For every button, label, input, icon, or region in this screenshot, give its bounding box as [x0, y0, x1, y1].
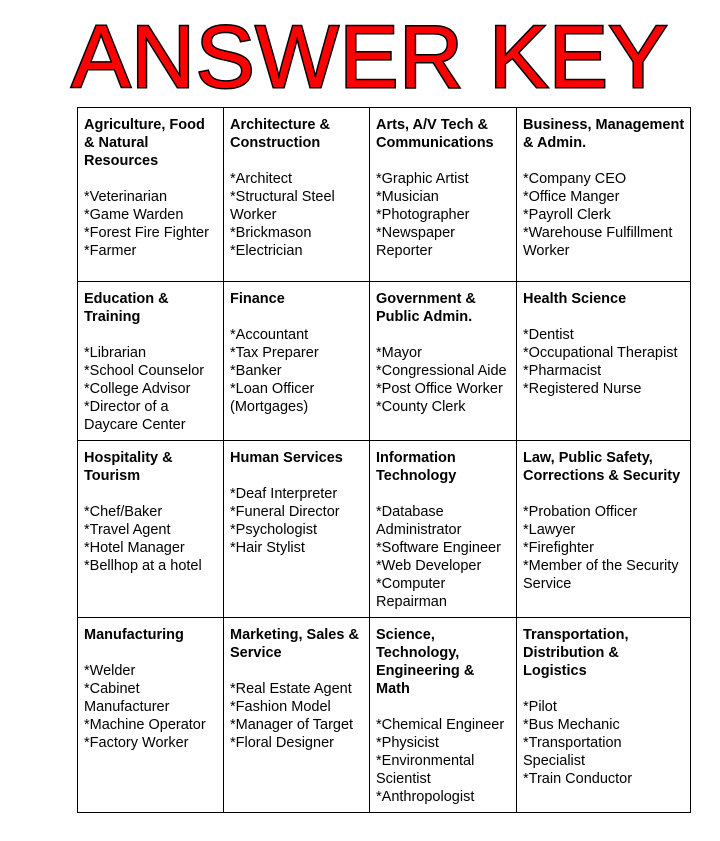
- job-item: *Travel Agent: [84, 522, 171, 538]
- cluster-cell: [517, 618, 691, 813]
- cluster-name: Hospitality & Tourism: [84, 450, 173, 484]
- job-item: *Office Manger: [523, 189, 620, 205]
- job-item: *Photographer: [376, 207, 470, 223]
- job-item: *Web Developer: [376, 558, 482, 574]
- answer-key-table: [77, 107, 691, 813]
- job-item: *Chemical Engineer: [376, 717, 505, 733]
- job-item: *Banker: [230, 363, 282, 379]
- cluster-cell: [370, 618, 517, 813]
- cluster-cell: [224, 441, 370, 618]
- job-item: *Psychologist: [230, 522, 318, 538]
- job-item: *Deaf Interpreter: [230, 486, 338, 502]
- cluster-cell: [370, 282, 517, 441]
- job-item: *Factory Worker: [84, 735, 189, 751]
- job-item: *Electrician: [230, 243, 303, 259]
- job-item: *Pilot: [523, 699, 557, 715]
- job-item: *Machine Operator: [84, 717, 206, 733]
- cluster-cell: [224, 282, 370, 441]
- job-item: *County Clerk: [376, 399, 466, 415]
- job-item: *Registered Nurse: [523, 381, 642, 397]
- cluster-name: Manufacturing: [84, 627, 184, 643]
- job-item: *Probation Officer: [523, 504, 638, 520]
- job-item: *Manager of Target: [230, 717, 354, 733]
- job-item: *Game Warden: [84, 207, 184, 223]
- job-item: *Tax Preparer: [230, 345, 319, 361]
- job-item: *Architect: [230, 171, 293, 187]
- job-item: *Pharmacist: [523, 363, 602, 379]
- job-item: *Bus Mechanic: [523, 717, 620, 733]
- job-item: *Anthropologist: [376, 789, 475, 805]
- job-item: *Firefighter: [523, 540, 594, 556]
- job-item: *Accountant: [230, 327, 309, 343]
- job-item: *Congressional Aide: [376, 363, 507, 379]
- job-item: *Farmer: [84, 243, 137, 259]
- job-item: *Funeral Director: [230, 504, 340, 520]
- cluster-name: Business, Management & Admin.: [523, 117, 685, 151]
- job-item: *School Counselor: [84, 363, 205, 379]
- job-item: *Transportation Specialist: [523, 735, 622, 769]
- cluster-cell: [224, 108, 370, 282]
- job-item: *Warehouse Fulfillment Worker: [523, 225, 673, 259]
- cluster-name: Law, Public Safety, Corrections & Security: [523, 450, 681, 484]
- job-item: *Database Administrator: [376, 504, 462, 538]
- cluster-name: Finance: [230, 291, 285, 307]
- cluster-cell: [370, 108, 517, 282]
- cluster-name: Transportation, Distribution & Logistics: [523, 627, 629, 679]
- job-item: *Cabinet Manufacturer: [84, 681, 170, 715]
- job-item: *Veterinarian: [84, 189, 168, 205]
- job-item: *Forest Fire Fighter: [84, 225, 209, 241]
- job-item: *Mayor: [376, 345, 422, 361]
- table-row: [78, 108, 691, 282]
- table-row: [78, 618, 691, 813]
- cluster-cell: [370, 441, 517, 618]
- job-item: *Fashion Model: [230, 699, 331, 715]
- cluster-cell: [78, 282, 224, 441]
- job-item: *Welder: [84, 663, 136, 679]
- job-item: *Dentist: [523, 327, 574, 343]
- job-item: *Company CEO: [523, 171, 627, 187]
- job-item: *Lawyer: [523, 522, 576, 538]
- job-item: *Graphic Artist: [376, 171, 469, 187]
- cluster-name: Health Science: [523, 291, 627, 307]
- job-item: *Computer Repairman: [376, 576, 447, 610]
- cluster-cell: [78, 618, 224, 813]
- job-item: *Occupational Therapist: [523, 345, 678, 361]
- cluster-cell: [517, 108, 691, 282]
- job-item: *Musician: [376, 189, 439, 205]
- cluster-name: Arts, A/V Tech & Communications: [376, 117, 494, 151]
- job-item: *Floral Designer: [230, 735, 334, 751]
- job-item: *Train Conductor: [523, 771, 633, 787]
- job-item: *Environmental Scientist: [376, 753, 475, 787]
- job-item: *Real Estate Agent: [230, 681, 352, 697]
- job-item: *Librarian: [84, 345, 147, 361]
- job-item: *Loan Officer (Mortgages): [230, 381, 315, 415]
- table-row: [78, 282, 691, 441]
- job-item: *Newspaper Reporter: [376, 225, 455, 259]
- page-title: ANSWER KEY: [71, 7, 669, 106]
- cluster-cell: [224, 618, 370, 813]
- cluster-cell: [517, 441, 691, 618]
- job-item: *Bellhop at a hotel: [84, 558, 202, 574]
- cluster-name: Architecture & Construction: [230, 117, 330, 151]
- job-item: *Payroll Clerk: [523, 207, 611, 223]
- job-item: *Hair Stylist: [230, 540, 305, 556]
- cluster-name: Agriculture, Food & Natural Resources: [84, 117, 205, 169]
- cluster-name: Marketing, Sales & Service: [230, 627, 359, 661]
- job-item: *Brickmason: [230, 225, 312, 241]
- job-item: *College Advisor: [84, 381, 191, 397]
- cluster-name: Information Technology: [376, 450, 457, 484]
- cluster-name: Government & Public Admin.: [376, 291, 476, 325]
- job-item: *Physicist: [376, 735, 439, 751]
- cluster-name: Science, Technology, Engineering & Math: [376, 627, 475, 697]
- cluster-name: Education & Training: [84, 291, 169, 325]
- cluster-name: Human Services: [230, 450, 343, 466]
- cluster-cell: [517, 282, 691, 441]
- cluster-cell: [78, 108, 224, 282]
- job-item: *Post Office Worker: [376, 381, 503, 397]
- job-item: *Hotel Manager: [84, 540, 185, 556]
- table-row: [78, 441, 691, 618]
- job-item: *Software Engineer: [376, 540, 501, 556]
- job-item: *Structural Steel Worker: [230, 189, 335, 223]
- job-item: *Chef/Baker: [84, 504, 163, 520]
- cluster-cell: [78, 441, 224, 618]
- job-item: *Director of a Daycare Center: [84, 399, 186, 433]
- job-item: *Member of the Security Service: [523, 558, 679, 592]
